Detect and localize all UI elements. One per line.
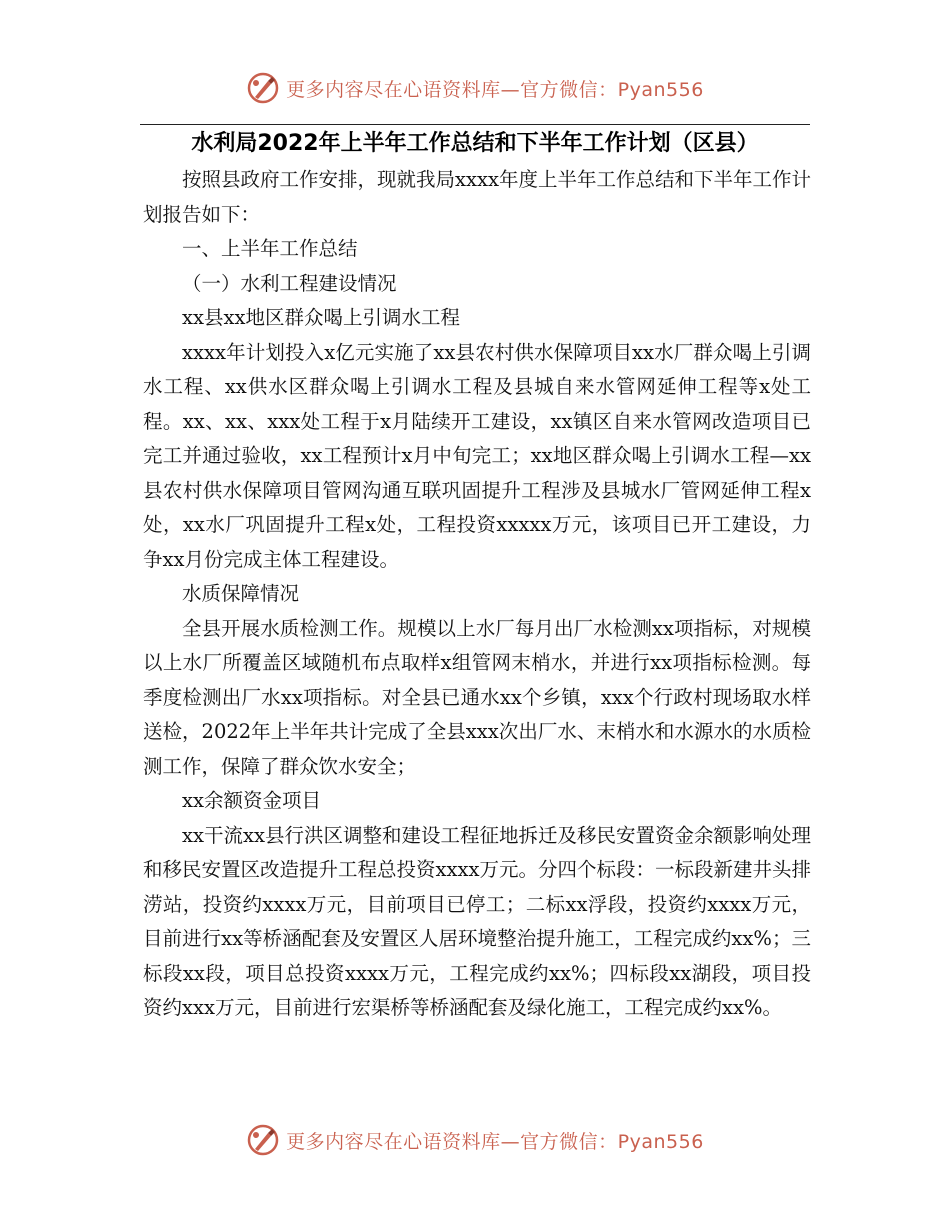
document-body — [143, 163, 811, 1026]
item-heading: 水质保障情况 — [182, 582, 300, 605]
paragraph: xxxx年计划投入x亿元实施了xx县农村供水保障项目xx水厂群众喝上引调水工程、xx供水区群众喝上引调水工程及县城自来水管网延伸工程等x处工程。xx、xx、xxx处工程于x月陆续开工建设，xx镇区自来水管网改造项目已完工并通过验收，xx工程预计x月中旬完工；xx地区群众喝上引调水工程—xx县农村供水保障项目管网沟通互联巩固提升工程涉及县城水厂管网延伸工程x处，xx水厂巩固提升工程x处，工程投资xxxxx万元，该项目已开工建设，力争xx月份完成主体工程建设。 — [143, 340, 811, 571]
watermark-banner-bottom — [0, 1120, 950, 1160]
item-heading: xx县xx地区群众喝上引调水工程 — [182, 306, 460, 329]
paragraph: 全县开展水质检测工作。规模以上水厂每月出厂水检测xx项指标，对规模以上水厂所覆盖区域随机布点取样x组管网末梢水，并进行xx项指标检测。每季度检测出厂水xx项指标。对全县已通水xx个乡镇，xxx个行政村现场取水样送检，2022年上半年共计完成了全县xxx次出厂水、末梢水和水源水的水质检测工作，保障了群众饮水安全； — [143, 616, 811, 778]
subsection-heading: （一）水利工程建设情况 — [182, 271, 397, 295]
pen-logo-icon — [246, 1123, 280, 1157]
paragraph: xx干流xx县行洪区调整和建设工程征地拆迁及移民安置资金余额影响处理和移民安置区改造提升工程总投资xxxx万元。分四个标段：一标段新建井头排涝站，投资约xxxx万元，目前项目已停工；二标xx浮段，投资约xxxx万元，目前进行xx等桥涵配套及安置区人居环境整治提升施工，工程完成约xx%；三标段xx段，项目总投资xxxx万元，工程完成约xx%；四标段xx湖段，项目投资约xxx万元，目前进行宏渠桥等桥涵配套及绿化施工，工程完成约xx%。 — [143, 823, 811, 1019]
paragraph: 按照县政府工作安排，现就我局xxxx年度上半年工作总结和下半年工作计划报告如下： — [143, 168, 811, 226]
watermark-banner-top — [0, 68, 950, 108]
watermark-text: 更多内容尽在心语资料库—官方微信：Pyan556 — [286, 1130, 704, 1153]
header-rule — [140, 124, 810, 125]
item-heading: xx余额资金项目 — [182, 789, 321, 812]
document-title: 水利局2022年上半年工作总结和下半年工作计划（区县） — [191, 131, 759, 156]
watermark-text: 更多内容尽在心语资料库—官方微信：Pyan556 — [286, 78, 704, 101]
section-heading: 一、上半年工作总结 — [182, 237, 358, 260]
pen-logo-icon — [246, 71, 280, 105]
